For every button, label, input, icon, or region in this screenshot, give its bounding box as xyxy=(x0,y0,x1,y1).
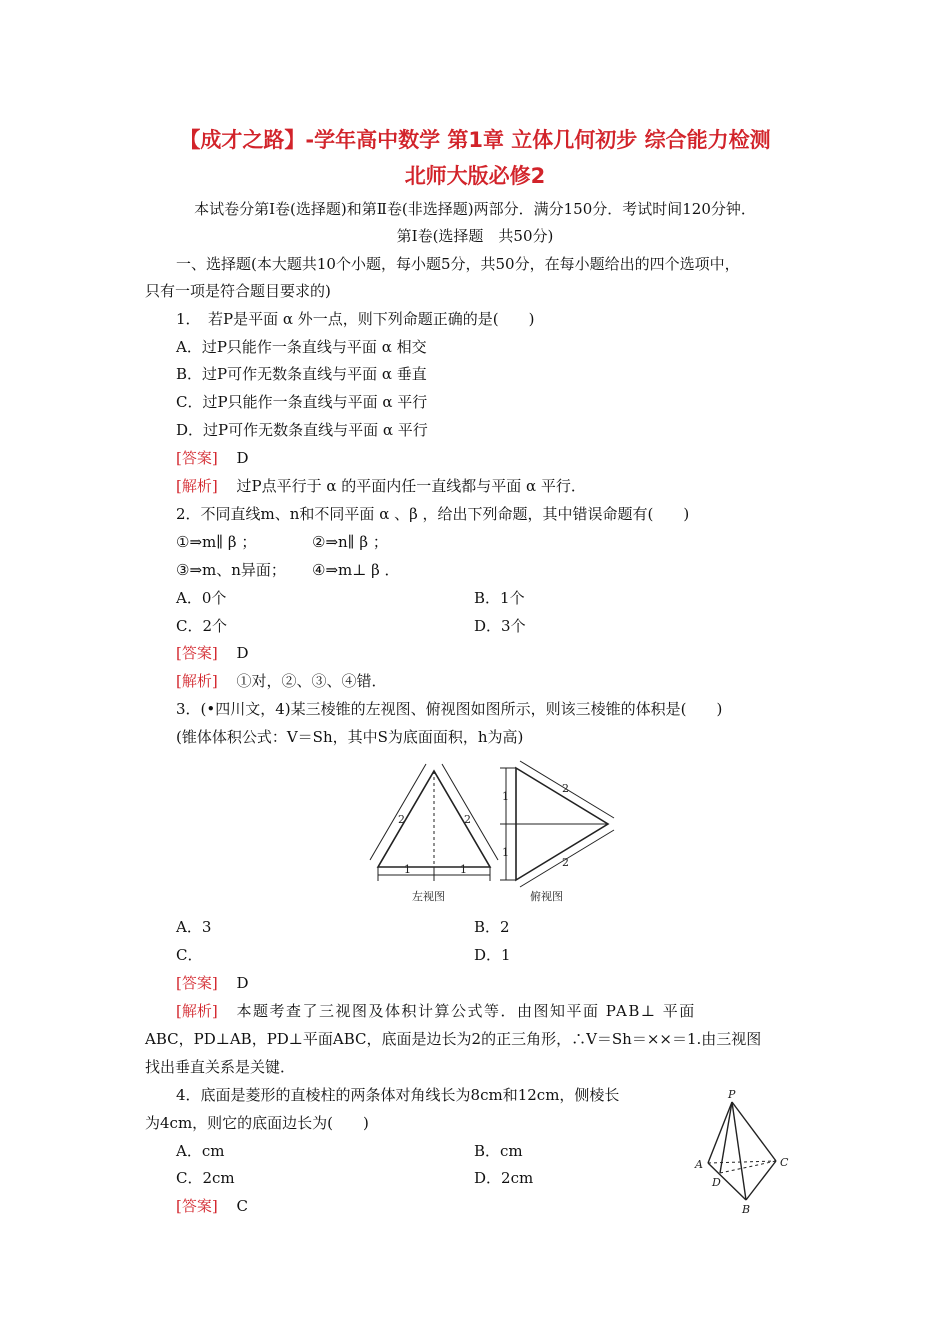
top-view-caption: 俯视图 xyxy=(530,890,563,903)
answer-label: [答案] xyxy=(176,449,218,467)
q2-option-d: D．3个 xyxy=(474,617,526,635)
left-view-side-label: 2 xyxy=(464,813,471,826)
answer-label: [答案] xyxy=(176,1197,218,1215)
q4-option-d: D．2cm xyxy=(474,1169,534,1187)
q2-prop-3: ③⇒m、n异面； xyxy=(176,561,286,579)
q4-option-a: A．cm xyxy=(176,1142,225,1160)
q2-option-b: B．1个 xyxy=(474,589,525,607)
analysis-text: ①对，②、③、④错． xyxy=(236,672,387,690)
q1-option-d: D．过P可作无数条直线与平面 α 平行 xyxy=(176,421,428,439)
q4-stem-line1: 4．底面是菱形的直棱柱的两条体对角线长为8cm和12cm，侧棱长 xyxy=(176,1086,620,1104)
q2-prop-4: ④⇒m⊥ β ． xyxy=(312,561,400,579)
left-view-caption: 左视图 xyxy=(412,890,445,903)
answer-value: C xyxy=(236,1197,248,1215)
top-view-vert-label: 1 xyxy=(502,790,509,803)
q4-answer xyxy=(176,1196,248,1216)
q2-option-a: A．0个 xyxy=(176,589,227,607)
doc-title-line1: 【成才之路】-学年高中数学 第1章 立体几何初步 综合能力检测 xyxy=(179,128,771,152)
q2-option-c: C．2个 xyxy=(176,617,228,635)
q1-option-a: A．过P只能作一条直线与平面 α 相交 xyxy=(176,338,427,356)
vertex-label-b: B xyxy=(742,1203,751,1216)
answer-value: D xyxy=(236,449,249,467)
q3-answer xyxy=(176,973,249,993)
q4-stem-line2: 为4cm，则它的底面边长为( ) xyxy=(145,1114,369,1132)
q3-analysis-line2: ABC，PD⊥AB，PD⊥平面ABC，底面是边长为2的正三角形，∴V＝Sh＝××＝1.由三视图 xyxy=(145,1030,762,1048)
q3-formula: (锥体体积公式：V＝Sh，其中S为底面面积，h为高) xyxy=(176,728,524,746)
analysis-label: [解析] xyxy=(176,672,218,690)
q2-analysis xyxy=(176,671,387,691)
q3-option-c: C． xyxy=(176,946,203,964)
q4-option-c: C．2cm xyxy=(176,1169,235,1187)
q2-stem: 2．不同直线m、n和不同平面 α 、β ，给出下列命题，其中错误命题有( ) xyxy=(176,505,690,523)
analysis-label: [解析] xyxy=(176,1002,218,1020)
q1-analysis xyxy=(176,476,586,496)
answer-value: D xyxy=(236,974,249,992)
intro-text: 本试卷分第Ⅰ卷(选择题)和第Ⅱ卷(非选择题)两部分．满分150分．考试时间120分钟． xyxy=(194,200,756,218)
section1-desc-line2: 只有一项是符合题目要求的) xyxy=(145,282,331,300)
section1-title: 第Ⅰ卷(选择题 共50分) xyxy=(396,227,554,245)
answer-label: [答案] xyxy=(176,974,218,992)
q2-answer xyxy=(176,643,249,663)
q3-analysis-line3: 找出垂直关系是关键． xyxy=(145,1058,296,1076)
q1-option-c: C．过P只能作一条直线与平面 α 平行 xyxy=(176,393,428,411)
q3-top-view-figure xyxy=(496,760,620,907)
doc-title-line2: 北师大版必修2 xyxy=(404,164,546,188)
q1-option-b: B．过P可作无数条直线与平面 α 垂直 xyxy=(176,365,427,383)
q3-option-a: A．3 xyxy=(176,918,212,936)
answer-label: [答案] xyxy=(176,644,218,662)
q3-left-view-figure xyxy=(368,763,500,907)
vertex-label-a: A xyxy=(695,1158,703,1171)
q3-option-d: D．1 xyxy=(474,946,511,964)
top-view-side-label: 2 xyxy=(562,782,569,795)
vertex-label-c: C xyxy=(780,1156,789,1169)
q3-stem: 3．(•四川文，4)某三棱锥的左视图、俯视图如图所示，则该三棱锥的体积是( ) xyxy=(176,700,723,718)
top-view-vert-label: 1 xyxy=(502,846,509,859)
q3-analysis-line1 xyxy=(176,1001,696,1021)
q1-stem: 1． 若P是平面 α 外一点，则下列命题正确的是( ) xyxy=(176,310,535,328)
vertex-label-p: P xyxy=(728,1088,736,1101)
q4-option-b: B．cm xyxy=(474,1142,523,1160)
q2-prop-1: ①⇒m∥ β ； xyxy=(176,533,257,551)
vertex-label-d: D xyxy=(712,1176,721,1189)
q3-option-b: B．2 xyxy=(474,918,510,936)
left-view-side-label: 2 xyxy=(398,813,405,826)
analysis-text: 本题考查了三视图及体积计算公式等．由图知平面 PAB⊥ 平面 xyxy=(236,1002,696,1020)
q2-prop-2: ②⇒n∥ β ； xyxy=(312,533,388,551)
section1-desc-line1: 一、选择题(本大题共10个小题，每小题5分，共50分，在每小题给出的四个选项中， xyxy=(176,255,740,273)
analysis-label: [解析] xyxy=(176,477,218,495)
left-view-base-label: 1 xyxy=(404,863,411,876)
answer-value: D xyxy=(236,644,249,662)
q4-tetrahedron-figure xyxy=(690,1088,800,1216)
left-view-base-label: 1 xyxy=(460,863,467,876)
analysis-text: 过P点平行于 α 的平面内任一直线都与平面 α 平行． xyxy=(236,477,586,495)
top-view-side-label: 2 xyxy=(562,856,569,869)
q1-answer xyxy=(176,448,249,468)
